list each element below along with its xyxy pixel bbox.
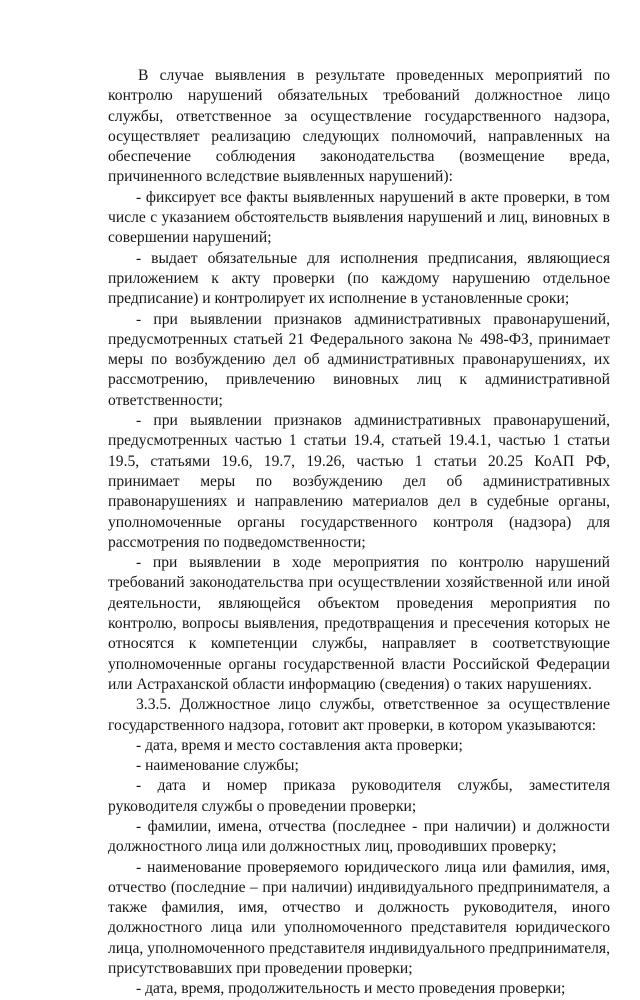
list-item-service-name: - наименование службы;	[136, 757, 299, 775]
list-item-record-violations: - фиксирует все факты выявленных нарушений в акте проверки, в том числе с указанием обстоятельств выявления нарушений и лиц, виновных в совершении нарушений;	[108, 188, 610, 247]
paragraph-intro: В случае выявления в результате проведенных мероприятий по контролю нарушений обязательных требований должностное лицо службы, ответственное за осуществление государственного надзора, осуществляет реализацию следующих полномочий, направленных на обеспечение соблюдения законодательства (возмещение вреда, причиненного вследствие выявленных нарушений):	[108, 67, 610, 186]
list-item-inspectors: - фамилии, имена, отчества (последнее - при наличии) и должности должностного лица или должностных лиц, проводивших проверку;	[108, 817, 610, 856]
list-item-federal-law-offenses: - при выявлении признаков административных правонарушений, предусмотренных статьей 21 Федерального закона № 498-ФЗ, принимает меры по возбуждению дел об административных правонарушениях, их рассмотрению, привлечению виновных лиц к административной ответственности;	[108, 310, 610, 409]
list-item-inspected-entity: - наименование проверяемого юридического лица или фамилия, имя, отчество (последние – при наличии) индивидуального предпринимателя, а также фамилия, имя, отчество и должность руководителя, иного должностного лица или уполномоченного представителя юридического лица, уполномоченного представителя индивидуального предпринимателя, присутствовавших при проведении проверки;	[108, 858, 610, 978]
list-item-order-number: - дата и номер приказа руководителя службы, заместителя руководителя службы о проведении проверки;	[108, 777, 610, 815]
list-item-issue-orders: - выдает обязательные для исполнения предписания, являющиеся приложением к акту проверки (по каждому нарушению отдельное предписание) и контролирует их исполнение в установленные сроки;	[108, 249, 610, 308]
list-item-koap-offenses: - при выявлении признаков административных правонарушений, предусмотренных частью 1 статьи 19.4, статьей 19.4.1, частью 1 статьи 19.5, статьями 19.6, 19.7, 19.26, частью 1 статьи 20.25 КоАП РФ, принимает меры по возбуждению дел об административных правонарушениях и направлению материалов дел в судебные органы, уполномоченные органы государственного контроля (надзора) для рассмотрения по подведомственности;	[108, 412, 610, 551]
list-item-act-date-place: - дата, время и место составления акта проверки;	[136, 736, 463, 754]
document-page	[108, 66, 610, 1000]
list-item-refer-authorities: - при выявлении в ходе мероприятия по контролю нарушений требований законодательства при осуществлении хозяйственной или иной деятельности, являющейся объектом проведения мероприятия по контролю, вопросы выявления, предотвращения и пресечения которых не относятся к компетенции службы, направляет в соответствующие уполномоченные органы государственной власти Российской Федерации или Астраханской области информацию (сведения) о таких нарушениях.	[108, 554, 610, 693]
list-item-inspection-time: - дата, время, продолжительность и место проведения проверки;	[136, 980, 566, 998]
section-3-3-5-heading: 3.3.5. Должностное лицо службы, ответственное за осуществление государственного надзора, готовит акт проверки, в котором указываются:	[108, 696, 610, 734]
